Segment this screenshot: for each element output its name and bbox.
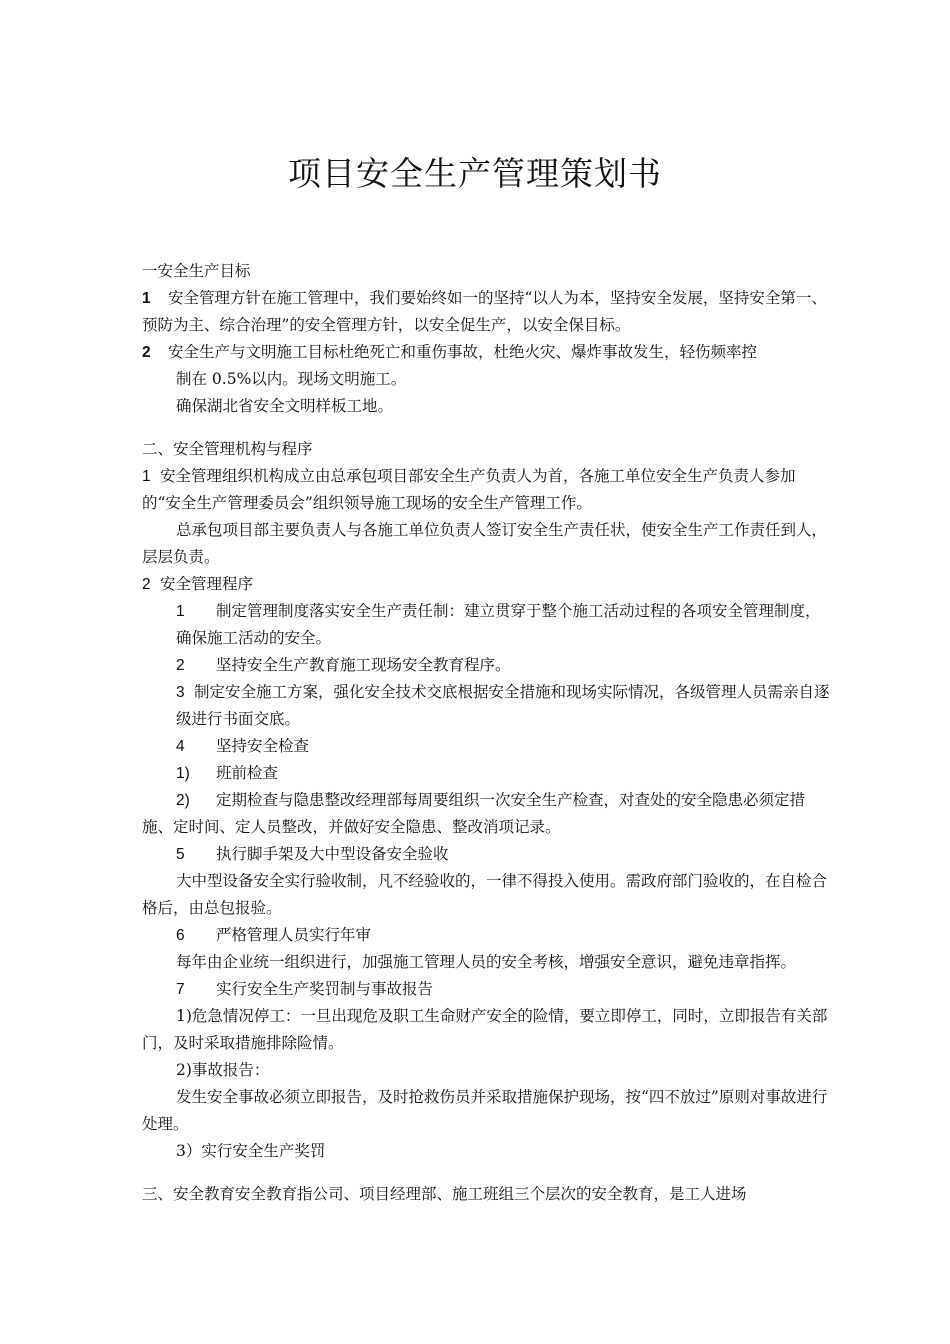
procedure-1 — [142, 598, 832, 652]
procedure-7-sub-3: 3）实行安全生产奖罚 — [176, 1142, 326, 1160]
document-body — [142, 258, 832, 1208]
s2-item-1-text: 安全管理组织机构成立由总承包项目部安全生产负责人为首，各施工单位安全生产负责人参加的“安全生产管理委员会”组织领导施工现场的安全生产管理工作。 — [142, 467, 796, 512]
procedure-6-body: 每年由企业统一组织进行，加强施工管理人员的安全考核，增强安全意识，避免违章指挥。 — [176, 953, 797, 971]
s2-item-1-number: 1 — [142, 468, 151, 485]
s1-item-1 — [142, 285, 832, 339]
procedure-6-number: 6 — [176, 927, 185, 944]
procedure-5-body: 大中型设备安全实行验收制，凡不经验收的，一律不得投入使用。需政府部门验收的，在自检合格后，由总包报验。 — [142, 872, 828, 917]
procedure-7-sub-1: 1)危急情况停工：一旦出现危及职工生命财产安全的险情，要立即停工，同时，立即报告有关部门，及时采取措施排除险情。 — [142, 1007, 828, 1052]
section-3-text: 三、安全教育安全教育指公司、项目经理部、施工班组三个层次的安全教育，是工人进场 — [142, 1185, 747, 1203]
procedure-4-sub-1 — [142, 760, 832, 787]
procedure-3 — [142, 679, 832, 733]
s2-item-2 — [142, 571, 832, 598]
procedure-2-text: 坚持安全生产教育施工现场安全教育程序。 — [216, 656, 511, 674]
s1-item-2-line-3: 确保湖北省安全文明样板工地。 — [176, 397, 394, 415]
procedure-2-number: 2 — [176, 657, 185, 674]
procedure-4 — [142, 733, 832, 760]
procedure-4-text: 坚持安全检查 — [216, 737, 310, 755]
procedure-4-sub-2-number: 2) — [176, 792, 190, 809]
s1-item-1-text: 安全管理方针在施工管理中，我们要始终如一的坚持“以人为本，坚持安全发展，坚持安全第一、预防为主、综合治理”的安全管理方针，以安全促生产，以安全保目标。 — [142, 289, 827, 334]
procedure-6 — [142, 922, 832, 949]
procedure-3-text: 制定安全施工方案，强化安全技术交底根据安全措施和现场实际情况，各级管理人员需亲自逐级进行书面交底。 — [176, 683, 830, 728]
procedure-5-text: 执行脚手架及大中型设备安全验收 — [216, 845, 449, 863]
s1-item-1-number: 1 — [142, 290, 151, 307]
procedure-5 — [142, 841, 832, 868]
s2-item-2-text: 安全管理程序 — [160, 575, 254, 593]
procedure-7-sub-2-body: 发生安全事故必须立即报告，及时抢救伤员并采取措施保护现场，按“四不放过”原则对事故进行处理。 — [142, 1088, 828, 1133]
procedure-7-sub-2: 2)事故报告： — [176, 1061, 270, 1079]
procedure-3-number: 3 — [176, 684, 185, 701]
procedure-2 — [142, 652, 832, 679]
s2-item-2-number: 2 — [142, 576, 151, 593]
procedure-1-number: 1 — [176, 603, 185, 620]
s2-item-1-paragraph-2: 总承包项目部主要负责人与各施工单位负责人签订安全生产责任状，使安全生产工作责任到人，层层负责。 — [142, 521, 828, 566]
procedure-7-number: 7 — [176, 981, 185, 998]
s1-item-2-line-2: 制在 0.5%以内。现场文明施工。 — [176, 370, 407, 388]
section-2-heading: 二、安全管理机构与程序 — [142, 440, 313, 458]
procedure-5-number: 5 — [176, 846, 185, 863]
s1-item-2 — [142, 339, 832, 366]
section-1-heading: 一安全生产目标 — [142, 262, 251, 280]
s2-item-1 — [142, 463, 832, 517]
procedure-7-text: 实行安全生产奖罚制与事故报告 — [216, 980, 434, 998]
procedure-1-text: 制定管理制度落实安全生产责任制：建立贯穿于整个施工活动过程的各项安全管理制度，确保施工活动的安全。 — [176, 602, 821, 647]
procedure-4-sub-2-text: 定期检查与隐患整改经理部每周要组织一次安全生产检查，对查处的安全隐患必须定措施、定时间、定人员整改，并做好安全隐患、整改消项记录。 — [142, 791, 806, 836]
s1-item-2-text: 安全生产与文明施工目标杜绝死亡和重伤事故，杜绝火灾、爆炸事故发生，轻伤频率控 — [168, 343, 758, 361]
procedure-6-text: 严格管理人员实行年审 — [216, 926, 372, 944]
document-title: 项目安全生产管理策划书 — [288, 154, 662, 193]
procedure-7 — [142, 976, 832, 1003]
procedure-4-sub-2 — [142, 787, 832, 841]
procedure-4-sub-1-number: 1) — [176, 765, 190, 782]
procedure-4-sub-1-text: 班前检查 — [216, 764, 279, 782]
s1-item-2-number: 2 — [142, 344, 151, 361]
procedure-4-number: 4 — [176, 738, 185, 755]
